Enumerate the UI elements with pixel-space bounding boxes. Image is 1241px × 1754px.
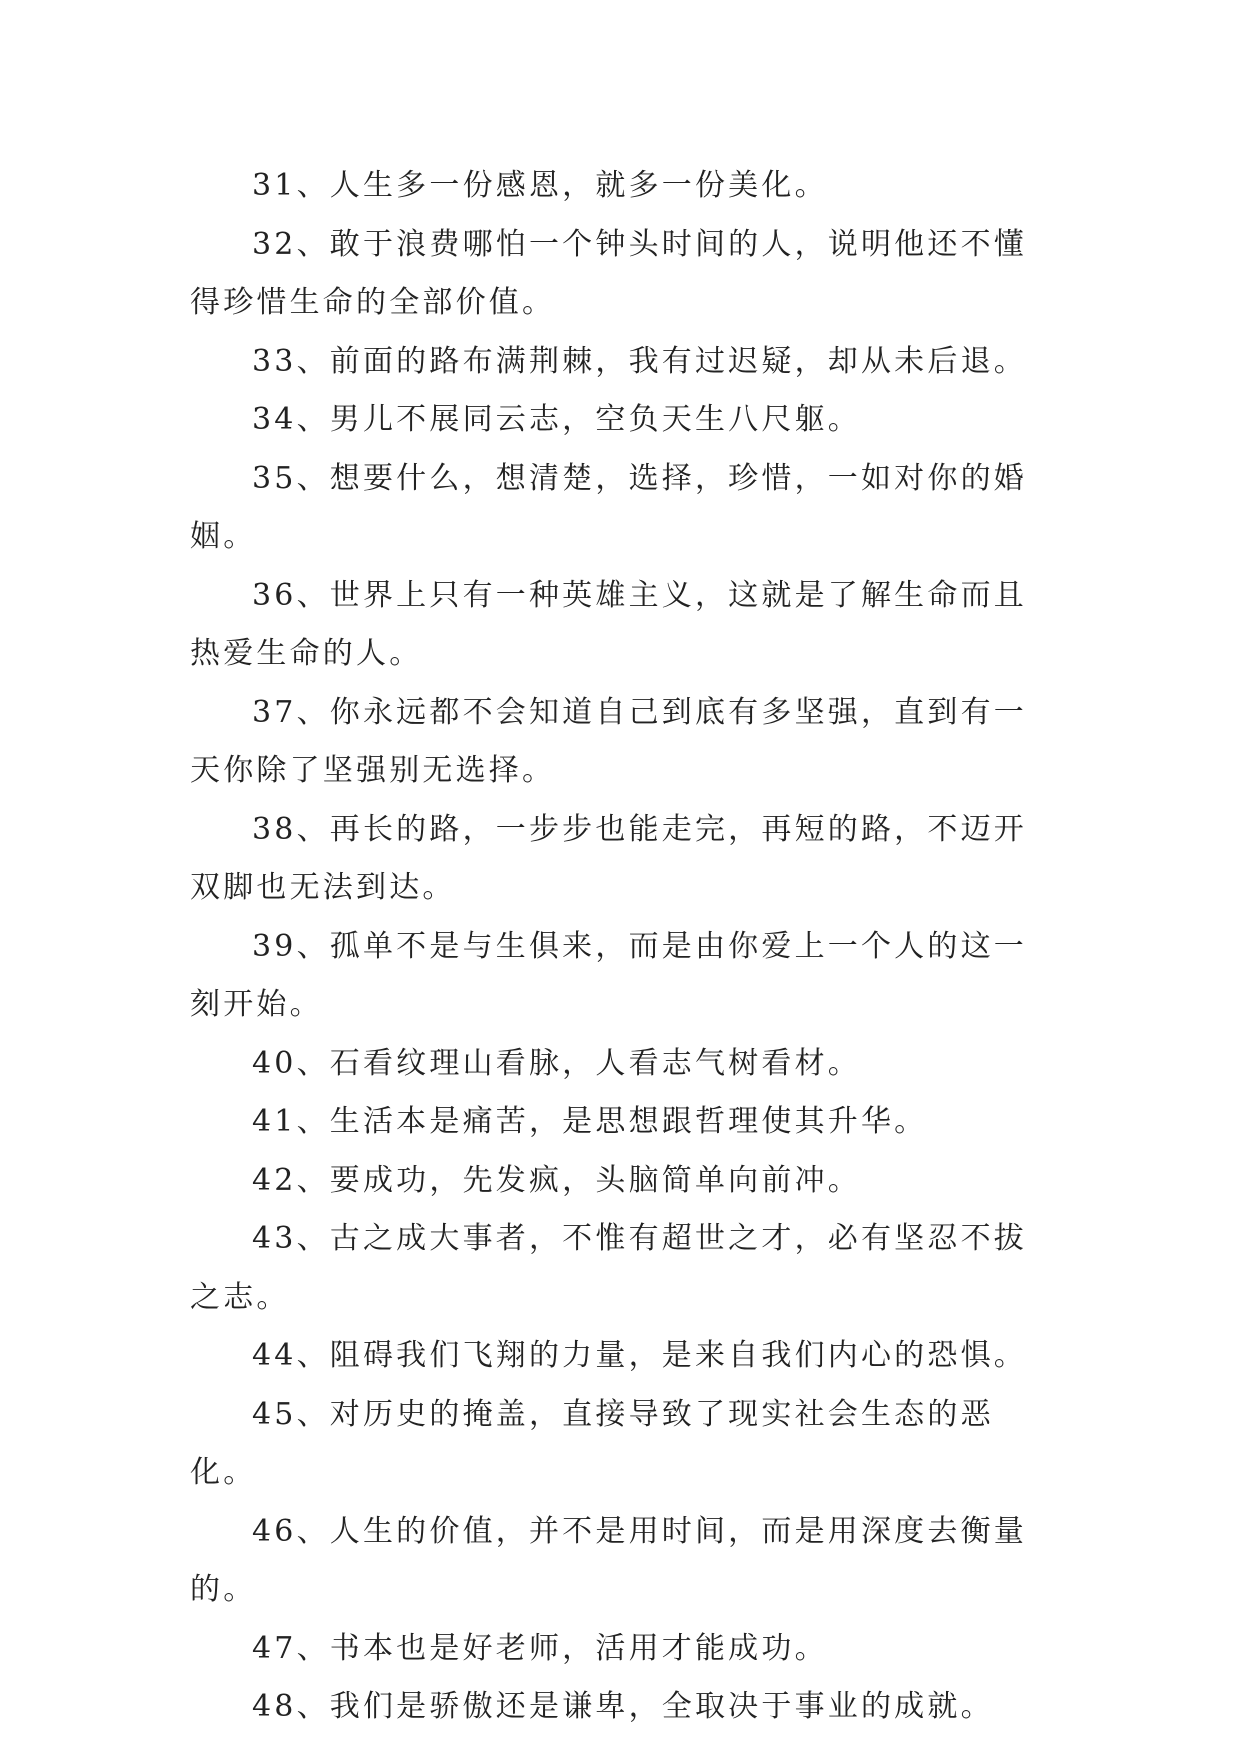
paragraph-45: 45、对历史的掩盖，直接导致了现实社会生态的恶化。 <box>190 1396 994 1490</box>
document-body <box>190 157 1050 1737</box>
paragraph-44: 44、阻碍我们飞翔的力量，是来自我们内心的恐惧。 <box>252 1338 1027 1373</box>
paragraph-32: 32、敢于浪费哪怕一个钟头时间的人，说明他还不懂得珍惜生命的全部价值。 <box>190 226 1027 320</box>
paragraph-41: 41、生活本是痛苦，是思想跟哲理使其升华。 <box>252 1104 928 1139</box>
paragraph-47: 47、书本也是好老师，活用才能成功。 <box>252 1630 828 1666</box>
paragraph-43: 43、古之成大事者，不惟有超世之才，必有坚忍不拔之志。 <box>190 1221 1027 1315</box>
paragraph-46: 46、人生的价值，并不是用时间，而是用深度去衡量的。 <box>190 1513 1027 1607</box>
paragraph-35: 35、想要什么，想清楚，选择，珍惜，一如对你的婚姻。 <box>190 460 1027 554</box>
paragraph-34: 34、男儿不展同云志，空负天生八尺躯。 <box>252 402 861 437</box>
paragraph-36: 36、世界上只有一种英雄主义，这就是了解生命而且热爱生命的人。 <box>190 577 1027 671</box>
paragraph-31: 31、人生多一份感恩，就多一份美化。 <box>252 168 828 203</box>
paragraph-42: 42、要成功，先发疯，头脑简单向前冲。 <box>252 1162 861 1198</box>
paragraph-40: 40、石看纹理山看脉，人看志气树看材。 <box>252 1045 861 1081</box>
paragraph-48: 48、我们是骄傲还是谦卑，全取决于事业的成就。 <box>252 1689 994 1724</box>
paragraph-37: 37、你永远都不会知道自己到底有多坚强，直到有一天你除了坚强别无选择。 <box>190 694 1027 788</box>
paragraph-33: 33、前面的路布满荆棘，我有过迟疑，却从未后退。 <box>252 343 1027 379</box>
paragraph-39: 39、孤单不是与生俱来，而是由你爱上一个人的这一刻开始。 <box>190 928 1027 1022</box>
paragraph-38: 38、再长的路，一步步也能走完，再短的路，不迈开双脚也无法到达。 <box>190 811 1027 905</box>
